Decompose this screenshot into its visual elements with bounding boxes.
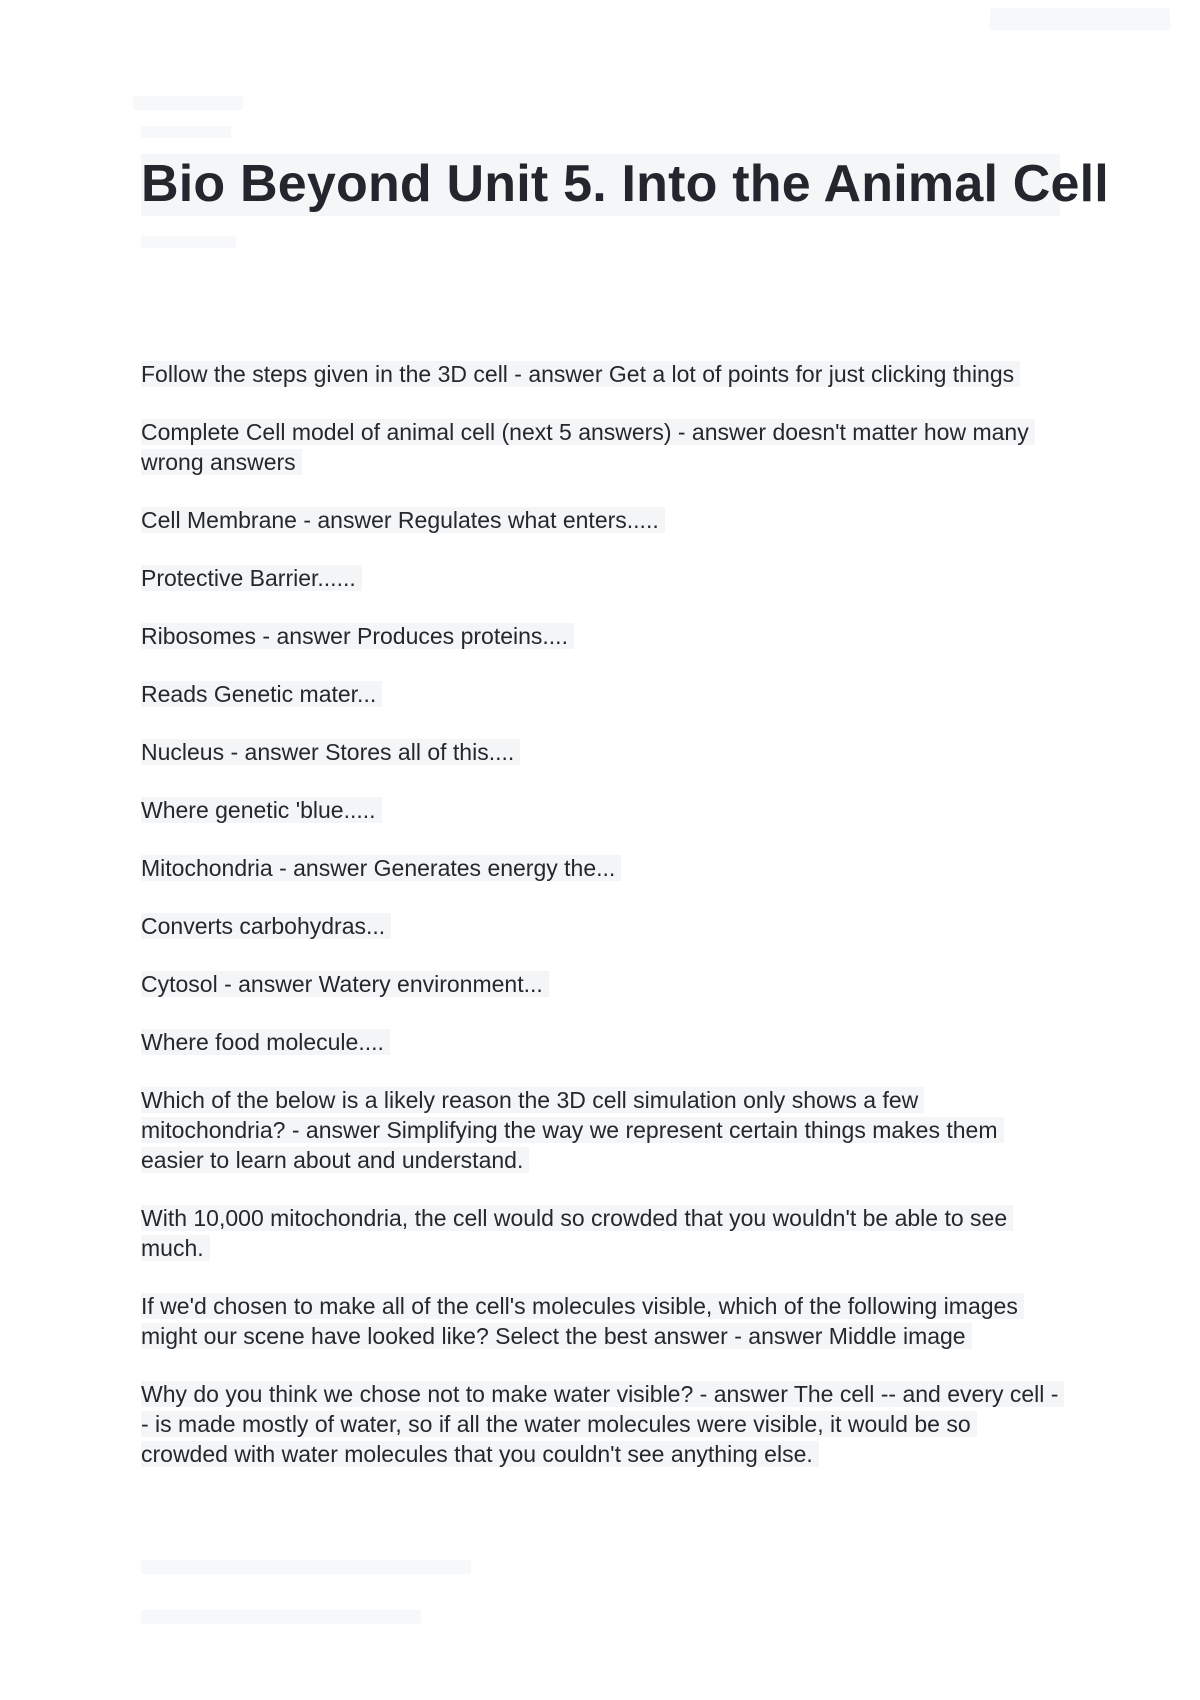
paragraph: [141, 737, 1061, 767]
paragraph: [141, 563, 1061, 593]
paragraph-text: Mitochondria - answer Generates energy the...: [141, 855, 621, 881]
paragraph-text: If we'd chosen to make all of the cell's molecules visible, which of the following images might our scene have looked like? Select the best answer - answer Middle image: [141, 1293, 1024, 1349]
paragraph: [141, 359, 1061, 389]
paragraph-text: Converts carbohydras...: [141, 913, 391, 939]
paragraph: [141, 1203, 1061, 1263]
paragraph: [141, 969, 1061, 999]
faint-mark: [133, 96, 243, 110]
paragraph: [141, 853, 1061, 883]
faint-mark: [141, 236, 236, 248]
faint-mark: [141, 126, 231, 138]
paragraph: [141, 417, 1061, 477]
faint-mark: [990, 8, 1170, 30]
paragraph-text: Reads Genetic mater...: [141, 681, 382, 707]
paragraph: [141, 795, 1061, 825]
paragraph-text: Nucleus - answer Stores all of this....: [141, 739, 520, 765]
page-title: Bio Beyond Unit 5. Into the Animal Cell: [141, 155, 1109, 213]
document-body: [141, 359, 1061, 1497]
paragraph-text: Protective Barrier......: [141, 565, 362, 591]
paragraph-text: Follow the steps given in the 3D cell - answer Get a lot of points for just clicking things: [141, 361, 1020, 387]
paragraph-text: With 10,000 mitochondria, the cell would so crowded that you wouldn't be able to see much.: [141, 1205, 1013, 1261]
paragraph-text: Where food molecule....: [141, 1029, 390, 1055]
paragraph-text: Ribosomes - answer Produces proteins....: [141, 623, 574, 649]
paragraph: [141, 1027, 1061, 1057]
paragraph: [141, 911, 1061, 941]
title-highlight: [141, 154, 1109, 216]
faint-mark: [141, 1610, 421, 1624]
paragraph-text: Why do you think we chose not to make water visible? - answer The cell -- and every cell -- is made mostly of water, so if all the water molecules were visible, it would be so crowded with water molecules that you couldn't see anything else.: [141, 1381, 1064, 1467]
paragraph-text: Cell Membrane - answer Regulates what enters.....: [141, 507, 665, 533]
paragraph: [141, 1379, 1061, 1469]
paragraph: [141, 1291, 1061, 1351]
paragraph: [141, 621, 1061, 651]
faint-mark: [141, 1560, 471, 1574]
paragraph-text: Complete Cell model of animal cell (next 5 answers) - answer doesn't matter how many wrong answers: [141, 419, 1035, 475]
paragraph: [141, 679, 1061, 709]
paragraph-text: Cytosol - answer Watery environment...: [141, 971, 549, 997]
paragraph: [141, 1085, 1061, 1175]
paragraph-text: Where genetic 'blue.....: [141, 797, 382, 823]
paragraph: [141, 505, 1061, 535]
paragraph-text: Which of the below is a likely reason the 3D cell simulation only shows a few mitochondria? - answer Simplifying the way we represent certain things makes them easier to learn about and understand.: [141, 1087, 1004, 1173]
